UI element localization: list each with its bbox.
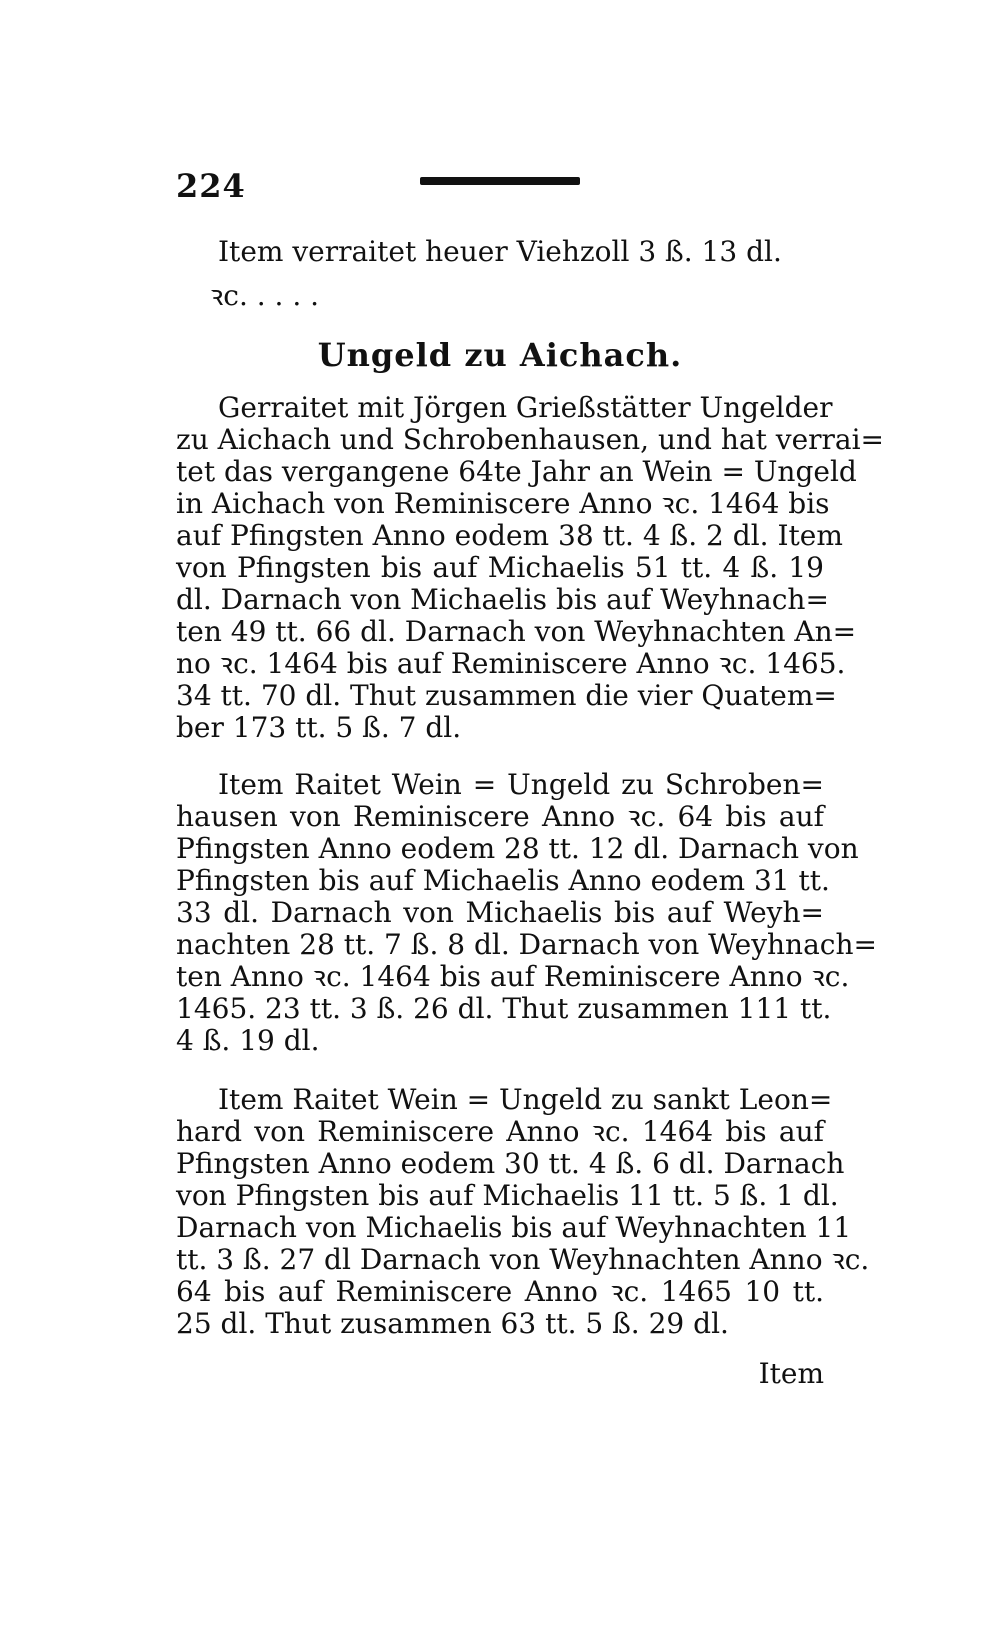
intro-line-1: Item verraitet heuer Viehzoll 3 ß. 13 dl. [218,235,782,268]
paragraph-line: Pfingsten Anno eodem 30 tt. 4 ß. 6 dl. Darnach [176,1147,845,1180]
paragraph-line: Pfingsten bis auf Michaelis Anno eodem 31 tt. [176,864,830,897]
paragraph-line: nachten 28 tt. 7 ß. 8 dl. Darnach von Weyhnach= [176,928,877,961]
paragraph-line: Pfingsten Anno eodem 28 tt. 12 dl. Darnach von [176,832,859,865]
paragraph-line: dl. Darnach von Michaelis bis auf Weyhnach= [176,583,829,616]
paragraph-line: ber 173 tt. 5 ß. 7 dl. [176,711,462,744]
paragraph-line: Darnach von Michaelis bis auf Weyhnachten 11 [176,1211,852,1244]
paragraph-line: ten 49 tt. 66 dl. Darnach von Weyhnachten An= [176,615,857,648]
paragraph-line: auf Pfingsten Anno eodem 38 tt. 4 ß. 2 dl. Item [176,519,843,552]
paragraph-line: Item Raitet Wein = Ungeld zu sankt Leon= [218,1083,833,1116]
paragraph-line: hard von Reminiscere Anno ꝛc. 1464 bis auf [176,1115,824,1148]
page-number: 224 [176,167,246,205]
intro-line-2: ꝛc. . . . . [210,279,320,312]
paragraph-line: ten Anno ꝛc. 1464 bis auf Reminiscere Anno ꝛc. [176,960,850,993]
paragraph-line: 1465. 23 tt. 3 ß. 26 dl. Thut zusammen 111 tt. [176,992,832,1025]
paragraph-line: 33 dl. Darnach von Michaelis bis auf Weyh= [176,896,824,929]
header-rule [420,177,580,185]
paragraph-line: 25 dl. Thut zusammen 63 tt. 5 ß. 29 dl. [176,1307,729,1340]
paragraph-line: 34 tt. 70 dl. Thut zusammen die vier Quatem= [176,679,837,712]
paragraph-line: tet das vergangene 64te Jahr an Wein = Ungeld [176,455,857,488]
paragraph-line: tt. 3 ß. 27 dl Darnach von Weyhnachten Anno ꝛc. [176,1243,870,1276]
paragraph-line: von Pfingsten bis auf Michaelis 51 tt. 4 ß. 19 [176,551,824,584]
paragraph-line: Item Raitet Wein = Ungeld zu Schroben= [218,768,824,801]
paragraph-line: von Pfingsten bis auf Michaelis 11 tt. 5 ß. 1 dl. [176,1179,839,1212]
paragraph-line: hausen von Reminiscere Anno ꝛc. 64 bis auf [176,800,824,833]
paragraph-line: Gerraitet mit Jörgen Grießstätter Ungelder [218,391,833,424]
section-heading: Ungeld zu Aichach. [317,336,683,374]
paragraph-line: 64 bis auf Reminiscere Anno ꝛc. 1465 10 tt. [176,1275,824,1308]
paragraph-line: in Aichach von Reminiscere Anno ꝛc. 1464 bis [176,487,830,520]
catchword: Item [758,1357,824,1390]
paragraph-line: 4 ß. 19 dl. [176,1024,320,1057]
paragraph-line: no ꝛc. 1464 bis auf Reminiscere Anno ꝛc. 1465. [176,647,846,680]
paragraph-line: zu Aichach und Schrobenhausen, und hat verrai= [176,423,885,456]
